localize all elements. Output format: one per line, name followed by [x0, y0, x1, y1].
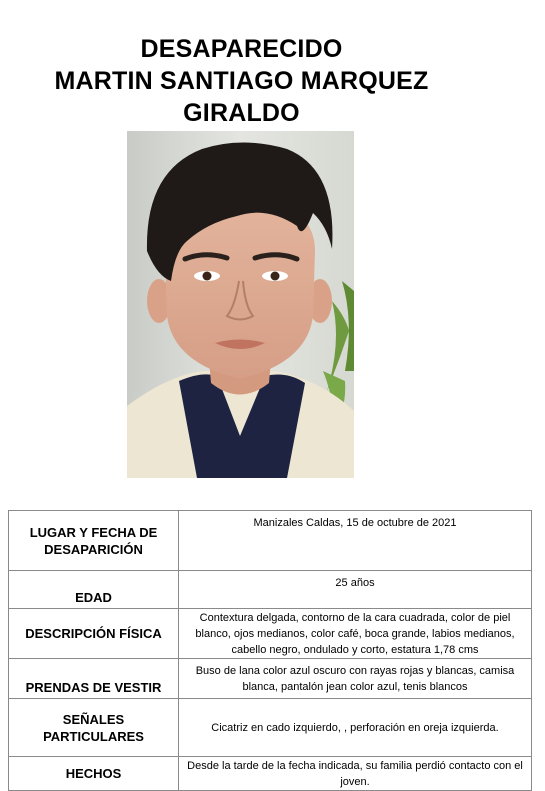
label-clothing: PRENDAS DE VESTIR — [9, 659, 179, 699]
table-row-physical-description — [9, 609, 532, 659]
table-row-clothing — [9, 659, 532, 699]
label-age: EDAD — [9, 571, 179, 609]
person-portrait-icon — [127, 131, 354, 478]
label-place-date: LUGAR Y FECHA DE DESAPARICIÓN — [9, 511, 179, 571]
label-distinguishing-marks: SEÑALES PARTICULARES — [9, 699, 179, 757]
value-physical-description: Contextura delgada, contorno de la cara cuadrada, color de piel blanco, ojos medianos, color café, boca grande, labios medianos, cabello negro, ondulado y corto, estatura 1,78 cms — [179, 609, 532, 659]
value-place-date: Manizales Caldas, 15 de octubre de 2021 — [179, 511, 532, 571]
missing-person-photo — [127, 131, 354, 478]
value-age: 25 años — [179, 571, 532, 609]
missing-person-name-line1: MARTIN SANTIAGO MARQUEZ — [54, 67, 429, 95]
table-row-facts — [9, 757, 532, 791]
table-row-distinguishing-marks — [9, 699, 532, 757]
label-physical-description: DESCRIPCIÓN FÍSICA — [9, 609, 179, 659]
value-facts: Desde la tarde de la fecha indicada, su familia perdió contacto con el joven. — [179, 757, 532, 791]
poster-status-title: DESAPARECIDO — [140, 35, 343, 63]
missing-person-name-line2: GIRALDO — [183, 99, 300, 127]
value-distinguishing-marks: Cicatriz en cado izquierdo, , perforación en oreja izquierda. — [179, 699, 532, 757]
table-row-place-date — [9, 511, 532, 571]
table-row-age — [9, 571, 532, 609]
label-facts: HECHOS — [9, 757, 179, 791]
value-clothing: Buso de lana color azul oscuro con rayas rojas y blancas, camisa blanca, pantalón jean color azul, tenis blancos — [179, 659, 532, 699]
missing-person-details-table — [8, 510, 532, 791]
